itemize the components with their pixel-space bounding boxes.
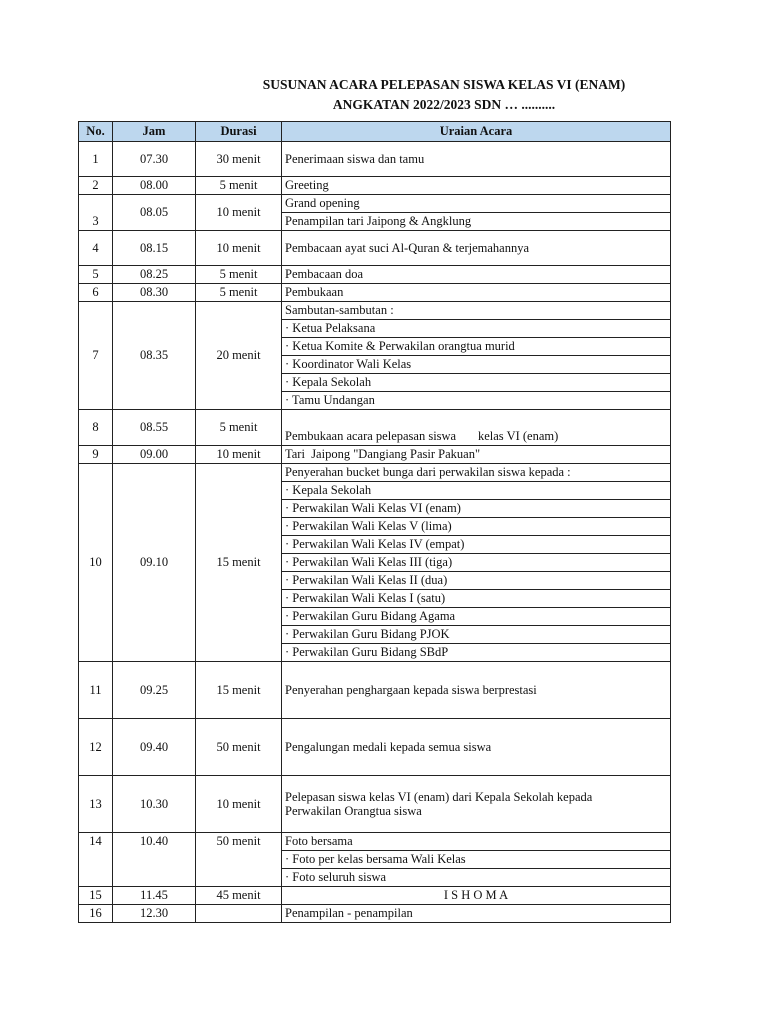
row-durasi: 50 menit bbox=[196, 833, 282, 887]
row-item: Penyerahan bucket bunga dari perwakilan siswa kepada : bbox=[282, 464, 671, 482]
row-durasi: 10 menit bbox=[196, 776, 282, 833]
row-item-line: Perwakilan Orangtua siswa bbox=[285, 804, 422, 818]
table-row bbox=[79, 833, 671, 851]
header-no: No. bbox=[79, 122, 113, 142]
row-item: · Perwakilan Guru Bidang SBdP bbox=[282, 644, 671, 662]
row-no: 8 bbox=[79, 410, 113, 446]
table-row bbox=[79, 662, 671, 719]
table-row bbox=[79, 446, 671, 464]
row-item: Penampilan tari Jaipong & Angklung bbox=[282, 213, 671, 231]
row-item: · Ketua Pelaksana bbox=[282, 320, 671, 338]
row-no: 4 bbox=[79, 231, 113, 266]
row-no: 7 bbox=[79, 302, 113, 410]
table-row bbox=[79, 195, 671, 213]
row-durasi: 5 menit bbox=[196, 266, 282, 284]
row-no: 11 bbox=[79, 662, 113, 719]
row-durasi: 10 menit bbox=[196, 195, 282, 231]
row-item: Tari Jaipong "Dangiang Pasir Pakuan" bbox=[282, 446, 671, 464]
row-item: Penerimaan siswa dan tamu bbox=[282, 142, 671, 177]
row-item: · Tamu Undangan bbox=[282, 392, 671, 410]
table-row bbox=[79, 231, 671, 266]
table-row bbox=[79, 266, 671, 284]
table-row bbox=[79, 142, 671, 177]
row-jam: 11.45 bbox=[113, 887, 196, 905]
row-jam: 07.30 bbox=[113, 142, 196, 177]
row-item-ishoma: I S H O M A bbox=[282, 887, 671, 905]
header-jam: Jam bbox=[113, 122, 196, 142]
row-durasi: 10 menit bbox=[196, 446, 282, 464]
row-jam: 09.00 bbox=[113, 446, 196, 464]
row-jam: 08.15 bbox=[113, 231, 196, 266]
row-item: · Foto per kelas bersama Wali Kelas bbox=[282, 851, 671, 869]
row-no: 3 bbox=[79, 195, 113, 231]
table-header-row bbox=[79, 122, 671, 142]
row-item: · Perwakilan Wali Kelas II (dua) bbox=[282, 572, 671, 590]
table-row bbox=[79, 410, 671, 446]
row-no: 10 bbox=[79, 464, 113, 662]
row-item: Penampilan - penampilan bbox=[282, 905, 671, 923]
table-row bbox=[79, 719, 671, 776]
row-jam: 08.05 bbox=[113, 195, 196, 231]
row-item: · Foto seluruh siswa bbox=[282, 869, 671, 887]
row-jam: 09.40 bbox=[113, 719, 196, 776]
row-no: 9 bbox=[79, 446, 113, 464]
row-item: Foto bersama bbox=[282, 833, 671, 851]
row-no: 12 bbox=[79, 719, 113, 776]
row-jam: 09.10 bbox=[113, 464, 196, 662]
row-item: Pembukaan acara pelepasan siswa kelas VI (enam) bbox=[282, 410, 671, 446]
row-no: 6 bbox=[79, 284, 113, 302]
row-item: Pengalungan medali kepada semua siswa bbox=[282, 719, 671, 776]
table-row bbox=[79, 905, 671, 923]
table-row bbox=[79, 776, 671, 833]
row-jam: 12.30 bbox=[113, 905, 196, 923]
row-jam: 09.25 bbox=[113, 662, 196, 719]
document-title: SUSUNAN ACARA PELEPASAN SISWA KELAS VI (ENAM) bbox=[262, 77, 626, 92]
row-item: · Kepala Sekolah bbox=[282, 374, 671, 392]
row-item: Pembacaan doa bbox=[282, 266, 671, 284]
row-jam: 08.30 bbox=[113, 284, 196, 302]
table-row bbox=[79, 464, 671, 482]
row-no: 13 bbox=[79, 776, 113, 833]
row-no: 2 bbox=[79, 177, 113, 195]
table-row bbox=[79, 887, 671, 905]
row-item: Grand opening bbox=[282, 195, 671, 213]
row-jam: 10.40 bbox=[113, 833, 196, 887]
row-durasi: 10 menit bbox=[196, 231, 282, 266]
row-jam: 10.30 bbox=[113, 776, 196, 833]
row-item: · Perwakilan Guru Bidang Agama bbox=[282, 608, 671, 626]
row-item: · Kepala Sekolah bbox=[282, 482, 671, 500]
header-uraian: Uraian Acara bbox=[282, 122, 671, 142]
row-durasi bbox=[196, 905, 282, 923]
row-jam: 08.35 bbox=[113, 302, 196, 410]
row-item bbox=[282, 776, 671, 833]
row-durasi: 20 menit bbox=[196, 302, 282, 410]
row-item: Sambutan-sambutan : bbox=[282, 302, 671, 320]
row-item: · Perwakilan Wali Kelas VI (enam) bbox=[282, 500, 671, 518]
document-subtitle: ANGKATAN 2022/2023 SDN … .......... bbox=[332, 97, 556, 112]
header-durasi: Durasi bbox=[196, 122, 282, 142]
row-durasi: 15 menit bbox=[196, 662, 282, 719]
row-item: · Perwakilan Wali Kelas III (tiga) bbox=[282, 554, 671, 572]
table-row bbox=[79, 177, 671, 195]
row-item: Pembukaan bbox=[282, 284, 671, 302]
row-item: · Ketua Komite & Perwakilan orangtua murid bbox=[282, 338, 671, 356]
schedule-table bbox=[78, 121, 671, 923]
row-durasi: 5 menit bbox=[196, 284, 282, 302]
row-jam: 08.55 bbox=[113, 410, 196, 446]
row-durasi: 30 menit bbox=[196, 142, 282, 177]
row-no: 15 bbox=[79, 887, 113, 905]
table-row bbox=[79, 284, 671, 302]
row-item-line: Pelepasan siswa kelas VI (enam) dari Kepala Sekolah kepada bbox=[285, 790, 593, 804]
row-durasi: 50 menit bbox=[196, 719, 282, 776]
row-item: · Perwakilan Guru Bidang PJOK bbox=[282, 626, 671, 644]
row-durasi: 45 menit bbox=[196, 887, 282, 905]
row-no: 1 bbox=[79, 142, 113, 177]
table-row bbox=[79, 302, 671, 320]
row-item: · Perwakilan Wali Kelas V (lima) bbox=[282, 518, 671, 536]
row-no: 14 bbox=[79, 833, 113, 887]
row-durasi: 15 menit bbox=[196, 464, 282, 662]
row-jam: 08.00 bbox=[113, 177, 196, 195]
row-no: 16 bbox=[79, 905, 113, 923]
row-item: · Perwakilan Wali Kelas I (satu) bbox=[282, 590, 671, 608]
row-item: Greeting bbox=[282, 177, 671, 195]
row-item: · Perwakilan Wali Kelas IV (empat) bbox=[282, 536, 671, 554]
row-jam: 08.25 bbox=[113, 266, 196, 284]
row-item: Penyerahan penghargaan kepada siswa berprestasi bbox=[282, 662, 671, 719]
row-durasi: 5 menit bbox=[196, 177, 282, 195]
row-durasi: 5 menit bbox=[196, 410, 282, 446]
row-item: · Koordinator Wali Kelas bbox=[282, 356, 671, 374]
row-item: Pembacaan ayat suci Al-Quran & terjemahannya bbox=[282, 231, 671, 266]
row-no: 5 bbox=[79, 266, 113, 284]
